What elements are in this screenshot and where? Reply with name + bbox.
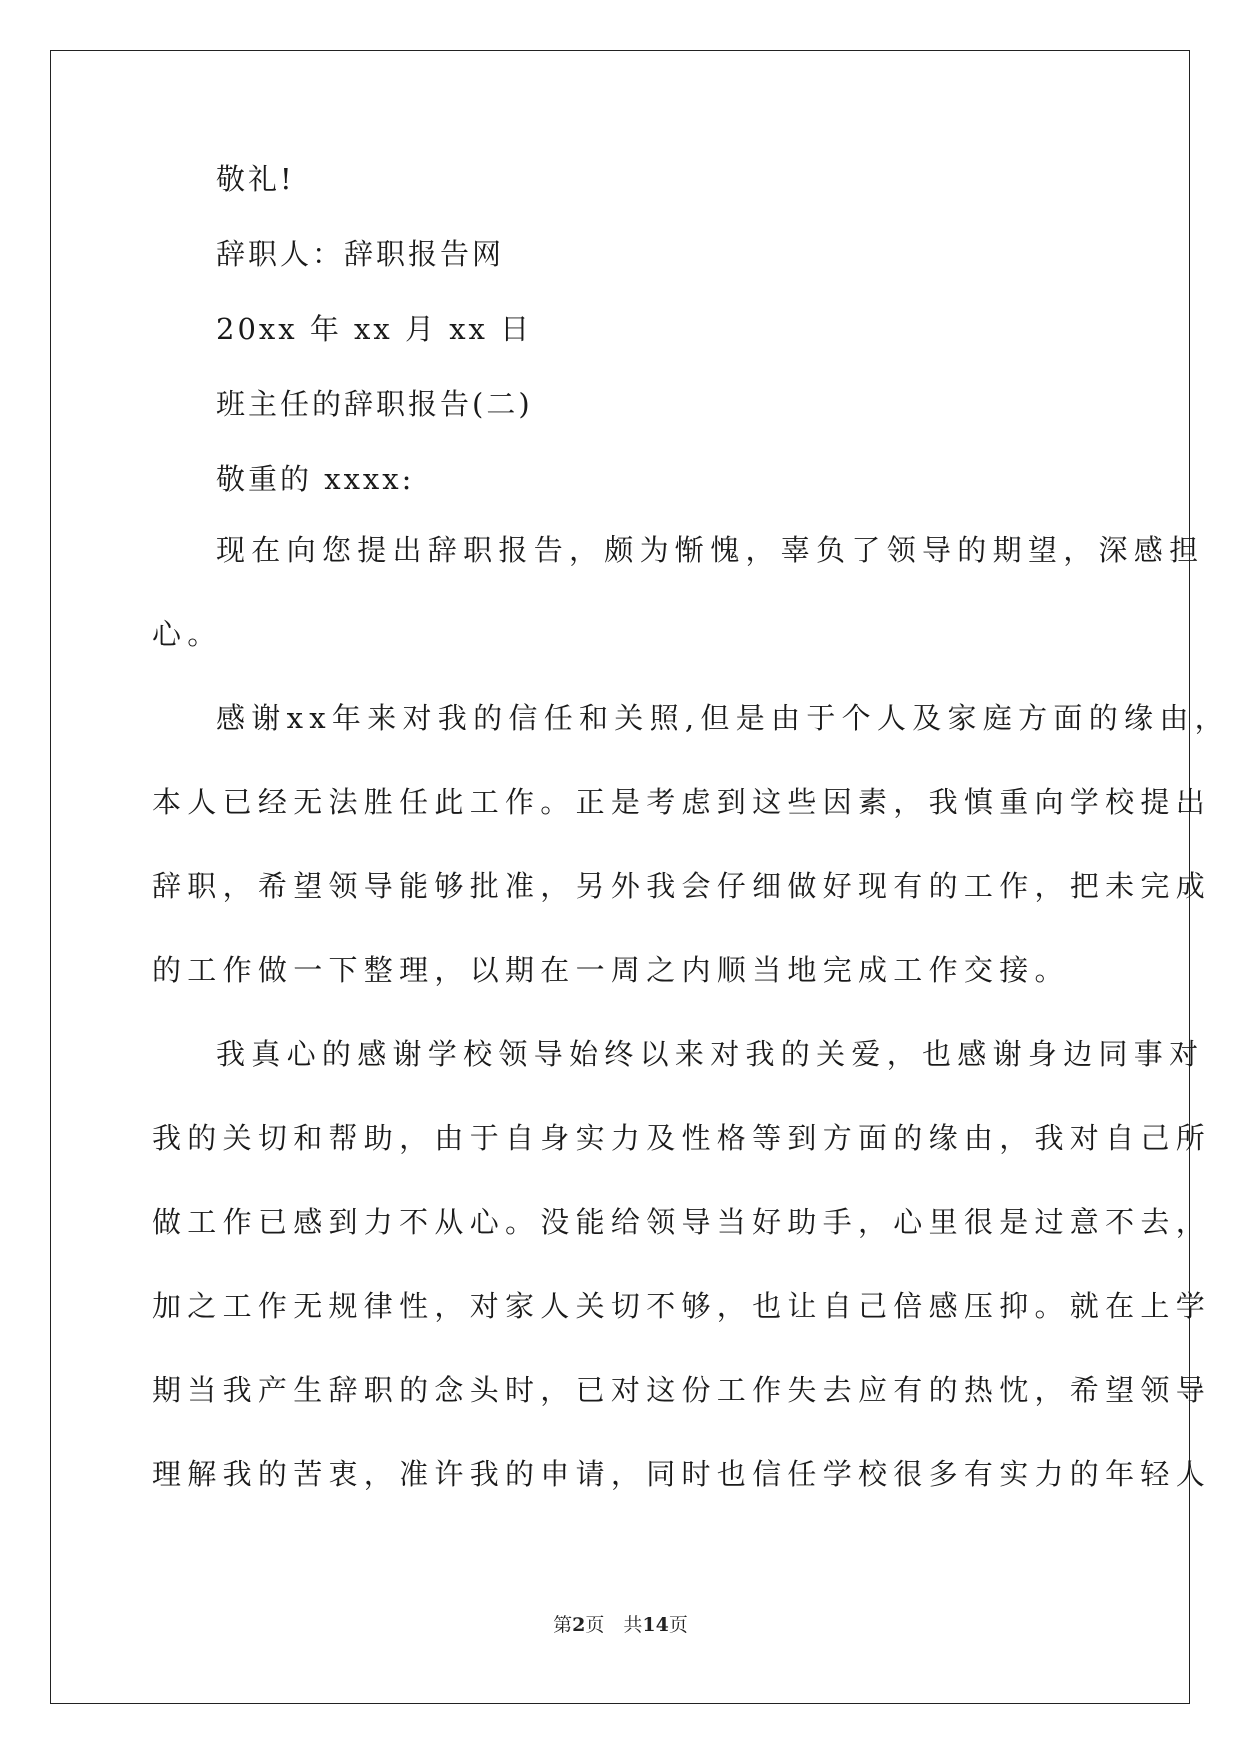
paragraph-1 bbox=[152, 508, 1205, 676]
paragraph-line: 辞职，希望领导能够批准，另外我会仔细做好现有的工作，把未完成 bbox=[152, 869, 1212, 903]
page-footer bbox=[0, 1610, 1241, 1637]
paragraph-line: 心。 bbox=[152, 617, 223, 651]
paragraph-line: 加之工作无规律性，对家人关切不够，也让自己倍感压抑。就在上学 bbox=[152, 1289, 1212, 1323]
paragraph-line: 现在向您提出辞职报告，颇为惭愧，辜负了领导的期望，深感担 bbox=[216, 533, 1205, 567]
page-suffix: 页 bbox=[668, 1614, 688, 1636]
paragraph-line: 我真心的感谢学校领导始终以来对我的关爱，也感谢身边同事对 bbox=[216, 1037, 1205, 1071]
signer-line: 辞职人：辞职报告网 bbox=[216, 237, 505, 271]
section-title: 班主任的辞职报告(二) bbox=[216, 387, 533, 421]
closing-line: 敬礼! bbox=[216, 162, 295, 196]
paragraph-line: 期当我产生辞职的念头时，已对这份工作失去应有的热忱，希望领导 bbox=[152, 1373, 1212, 1407]
paragraph-line: 感谢xx年来对我的信任和关照,但是由于个人及家庭方面的缘由， bbox=[216, 701, 1230, 735]
paragraph-line: 理解我的苦衷，准许我的申请，同时也信任学校很多有实力的年轻人 bbox=[152, 1457, 1212, 1491]
paragraph-line: 做工作已感到力不从心。没能给领导当好助手，心里很是过意不去， bbox=[152, 1205, 1212, 1239]
page-current: 2 bbox=[572, 1614, 586, 1636]
paragraph-line: 的工作做一下整理，以期在一周之内顺当地完成工作交接。 bbox=[152, 953, 1070, 987]
paragraph-2 bbox=[152, 676, 1230, 1012]
date-line: 20xx 年 xx 月 xx 日 bbox=[216, 312, 533, 346]
salutation-line: 敬重的 xxxx: bbox=[216, 462, 415, 496]
page-prefix: 第 bbox=[553, 1614, 573, 1636]
page-mid: 页 共 bbox=[585, 1614, 643, 1636]
paragraph-line: 我的关切和帮助，由于自身实力及性格等到方面的缘由，我对自己所 bbox=[152, 1121, 1212, 1155]
paragraph-3 bbox=[152, 1012, 1212, 1516]
page-total: 14 bbox=[642, 1614, 669, 1636]
paragraph-line: 本人已经无法胜任此工作。正是考虑到这些因素，我慎重向学校提出 bbox=[152, 785, 1212, 819]
